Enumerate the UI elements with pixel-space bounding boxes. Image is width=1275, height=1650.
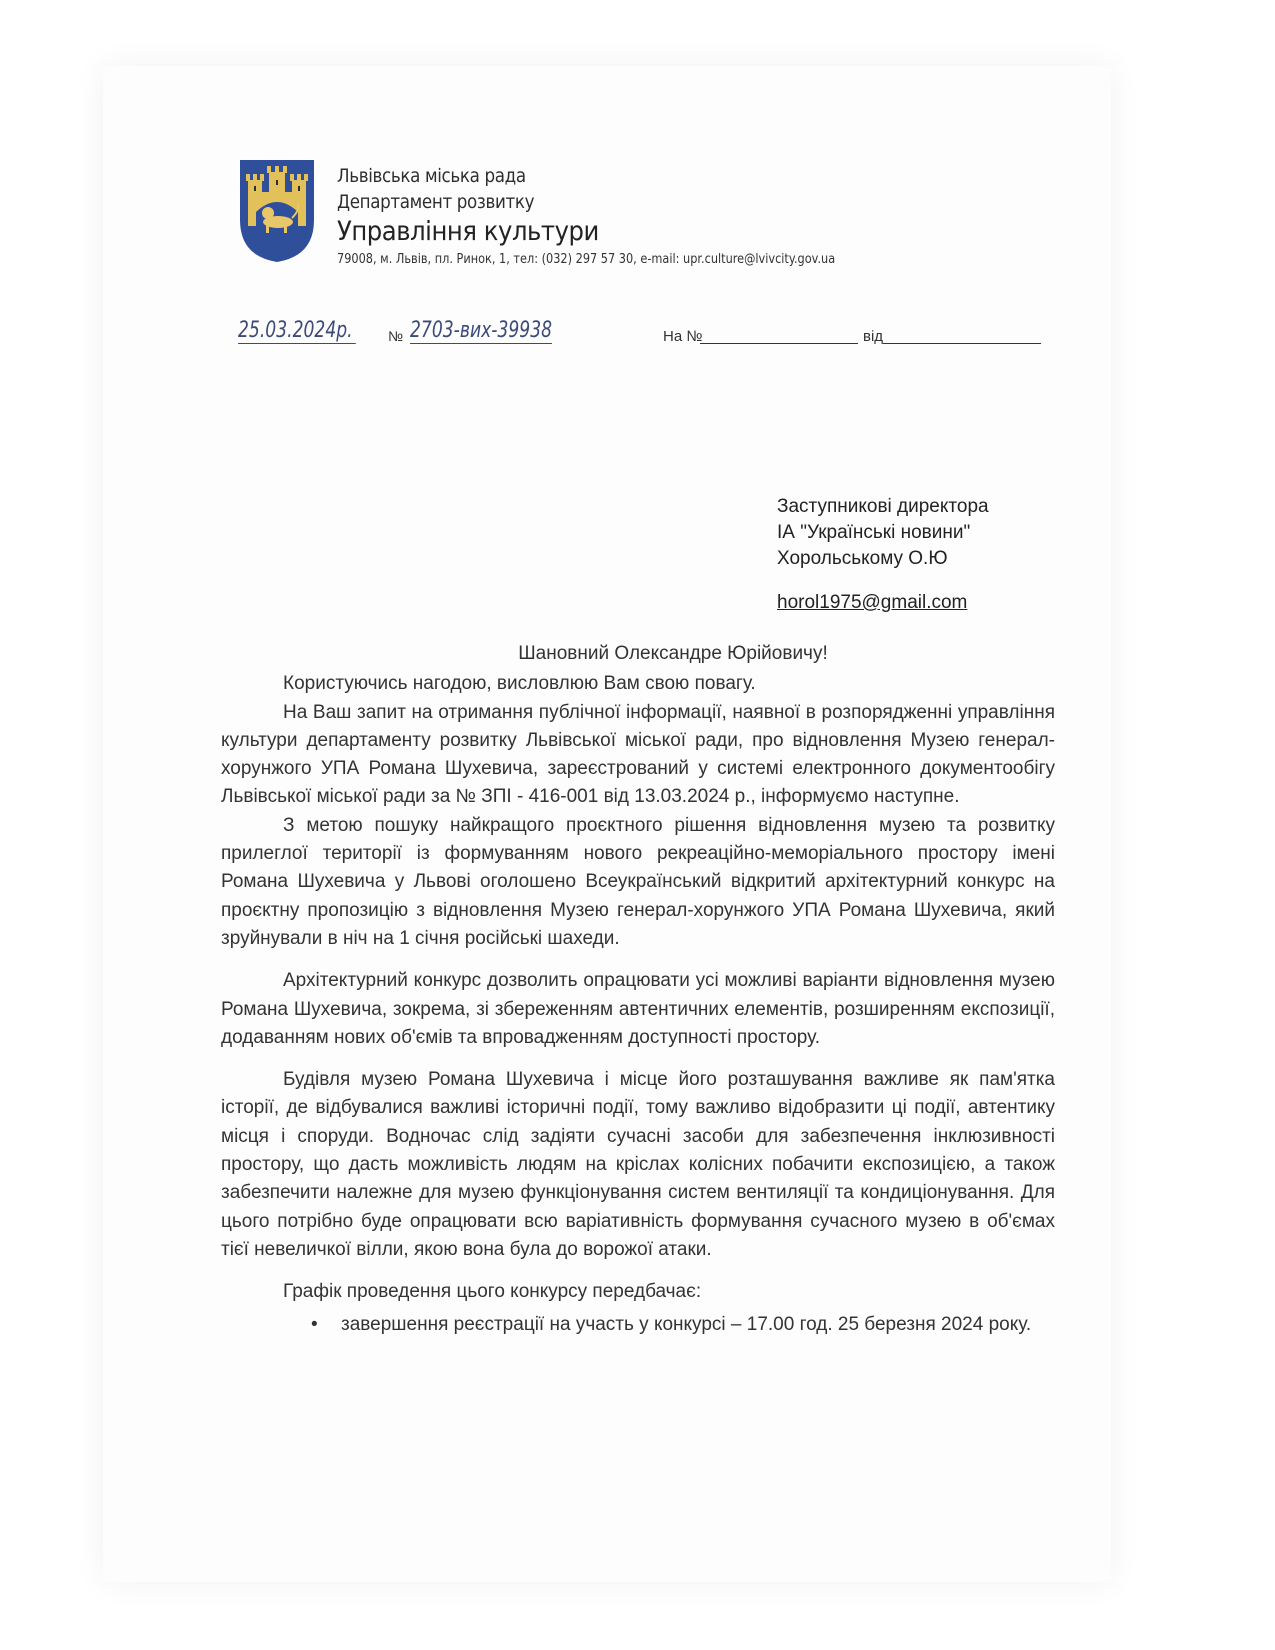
- reply-date-label: від: [863, 328, 884, 345]
- paragraph-schedule-intro: Графік проведення цього конкурсу передбачає:: [283, 1281, 702, 1303]
- outgoing-date: 25.03.2024р.: [238, 318, 356, 344]
- reply-number-blank: [700, 343, 858, 344]
- salutation: Шановний Олександре Юрійовичу!: [518, 643, 828, 664]
- paragraph-greeting: Користуючись нагодою, висловлюю Вам свою повагу.: [283, 673, 756, 695]
- paragraph-request: На Ваш запит на отримання публічної інформації, наявної в розпорядженні управління культури департаменту розвитку Львівської міської ради, про відновлення Музею генерал-хорунжого УПА Романа Шухевича, зареєстрований у системі електронного документообігу Львівської міської ради за № ЗПІ - 416-001 від 13.03.2024 р., інформуємо наступне.: [221, 701, 1055, 808]
- schedule-list: [221, 1311, 1055, 1339]
- paragraph-building: Будівля музею Романа Шухевича і місце його розташування важливе як пам'ятка історії, де відбувалися важливі історичні події, тому важливо відобразити ці події, автентику місця і споруди. Водночас слід задіяти сучасні засоби для забезпечення інклюзивності простору, що дасть можливість людям на кріслах колісних побачити експозицією, а також забезпечити належне для музею функціонування систем вентиляції та кондиціонування. Для цього потрібно буде опрацювати всю варіативність формування сучасного музею в об'ємах тієї невеличкої вілли, якою вона була до ворожої атаки.: [221, 1069, 1055, 1260]
- reply-date-blank: [883, 343, 1041, 344]
- addressee-name: Хорольському О.Ю: [777, 548, 948, 569]
- list-item: [221, 1311, 1055, 1339]
- paragraph-competition: З метою пошуку найкращого проєктного рішення відновлення музею та розвитку прилеглої території із формуванням нового рекреаційно-меморіального простору імені Романа Шухевича у Львові оголошено Всеукраїнський відкритий архітектурний конкурс на проєктну пропозицію з відновлення Музею генерал-хорунжого УПА Романа Шухевича, який зруйнували в ніч на 1 січня російські шахеди.: [221, 814, 1055, 949]
- office-name: Управління культури: [337, 216, 599, 247]
- number-label: №: [388, 328, 404, 344]
- city-council-name: Львівська міська рада: [337, 165, 526, 187]
- registration-line: [238, 316, 1058, 352]
- department-name: Департамент розвитку: [337, 191, 535, 213]
- letterhead: [337, 163, 910, 269]
- list-item-text: завершення реєстрації на участь у конкурсі – 17.00 год. 25 березня 2024 року.: [341, 1313, 1032, 1335]
- lviv-coat-of-arms-icon: [238, 158, 316, 264]
- addressee-position: Заступникові директора: [777, 496, 989, 517]
- paragraph-options: Архітектурний конкурс дозволить опрацювати усі можливі варіанти відновлення музею Романа Шухевича, зокрема, зі збереженням автентичних елементів, розширенням експозиції, додаванням нових об'ємів та впровадженням доступності простору.: [221, 970, 1055, 1048]
- reply-number-label: На №: [663, 328, 703, 345]
- addressee-organization: ІА "Українські новини": [777, 522, 971, 543]
- addressee-block: [777, 494, 989, 572]
- letterhead-address: 79008, м. Львів, пл. Ринок, 1, тел: (032) 297 57 30, e-mail: upr.culture@lvivcity.gov.ua: [337, 252, 836, 267]
- letter-body: [221, 640, 1055, 1339]
- bullet-icon: •: [311, 1313, 318, 1335]
- addressee-email-link[interactable]: horol1975@gmail.com: [777, 592, 968, 613]
- outgoing-number: 2703-вих-39938: [410, 318, 553, 343]
